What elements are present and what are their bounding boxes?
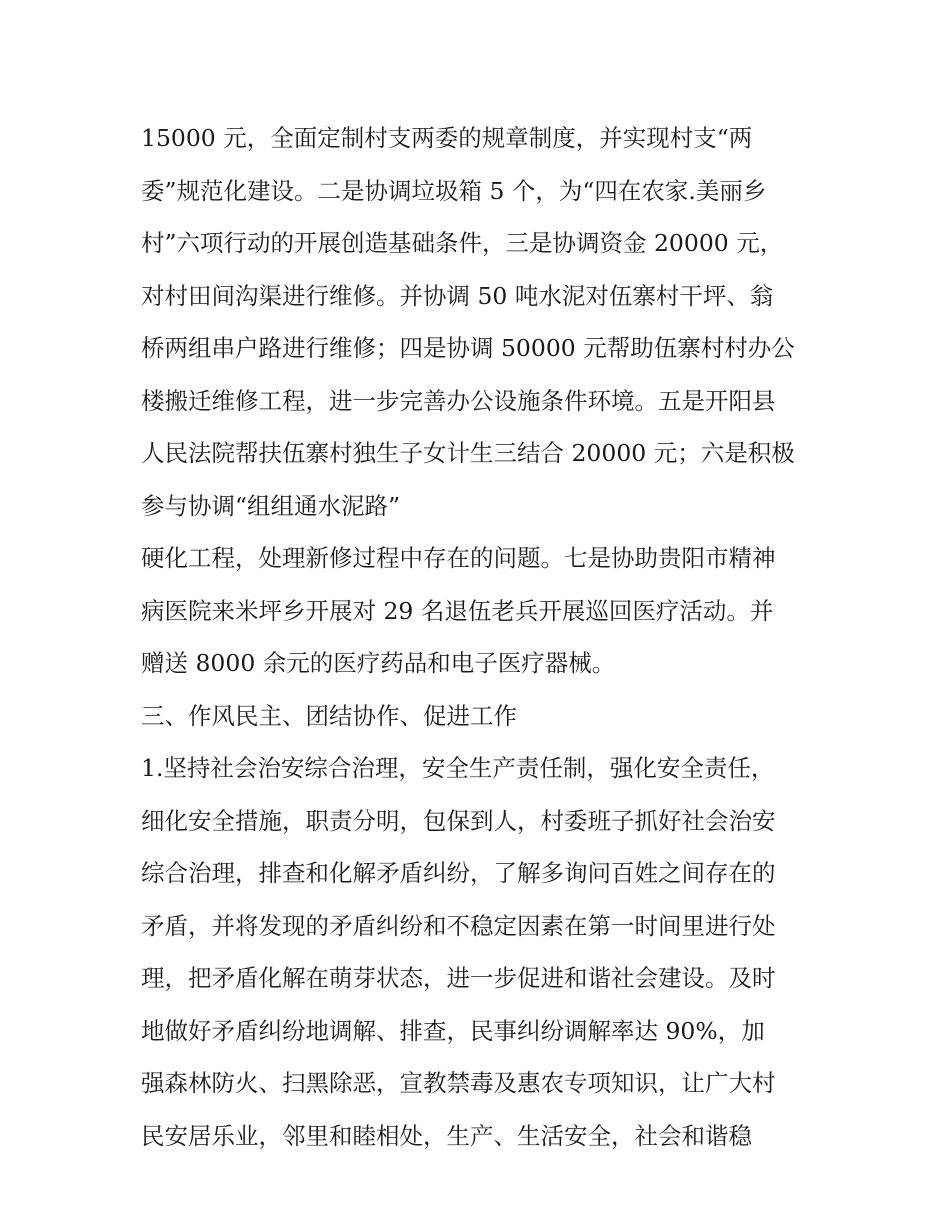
text-line: 民安居乐业，邻里和睦相处，生产、生活安全，社会和谐稳 xyxy=(141,1121,752,1150)
text-line: 细化安全措施，职责分明，包保到人，村委班子抓好社会治安 xyxy=(141,806,776,835)
text-line: 1.坚持社会治安综合治理，安全生产责任制，强化安全责任， xyxy=(141,754,775,782)
text-line: 委”规范化建设。二是协调垃圾箱 5 个，为“四在农家.美丽乡 xyxy=(141,176,767,205)
text-line: 参与协调“组组通水泥路” xyxy=(141,491,401,520)
text-line: 楼搬迁维修工程，进一步完善办公设施条件环境。五是开阳县 xyxy=(141,386,776,415)
text-line: 15000 元，全面定制村支两委的规章制度，并实现村支“两 xyxy=(141,124,753,152)
text-line: 人民法院帮扶伍寨村独生子女计生三结合 20000 元；六是积极 xyxy=(141,439,795,467)
text-line: 综合治理，排查和化解矛盾纠纷，了解多询问百姓之间存在的 xyxy=(141,859,776,887)
text-line: 桥两组串户路进行维修；四是协调 50000 元帮助伍寨村村办公 xyxy=(141,334,795,362)
text-line: 强森林防火、扫黑除恶，宣教禁毒及惠农专项知识，让广大村 xyxy=(141,1069,776,1097)
text-line: 对村田间沟渠进行维修。并协调 50 吨水泥对伍寨村干坪、翁 xyxy=(141,281,774,310)
text-line: 病医院来米坪乡开展对 29 名退伍老兵开展巡回医疗活动。并 xyxy=(141,596,774,625)
body-text xyxy=(141,112,821,1162)
text-line: 村”六项行动的开展创造基础条件，三是协调资金 20000 元， xyxy=(141,229,784,257)
text-line: 矛盾，并将发现的矛盾纠纷和不稳定因素在第一时间里进行处 xyxy=(141,911,776,940)
text-line: 地做好矛盾纠纷地调解、排查，民事纠纷调解率达 90%，加 xyxy=(141,1016,765,1045)
text-line: 硬化工程，处理新修过程中存在的问题。七是协助贵阳市精神 xyxy=(141,544,776,572)
text-line: 理，把矛盾化解在萌芽状态，进一步促进和谐社会建设。及时 xyxy=(141,964,776,992)
text-line: 赠送 8000 余元的医疗药品和电子医疗器械。 xyxy=(141,649,616,677)
section-heading: 三、作风民主、团结协作、促进工作 xyxy=(141,701,517,730)
